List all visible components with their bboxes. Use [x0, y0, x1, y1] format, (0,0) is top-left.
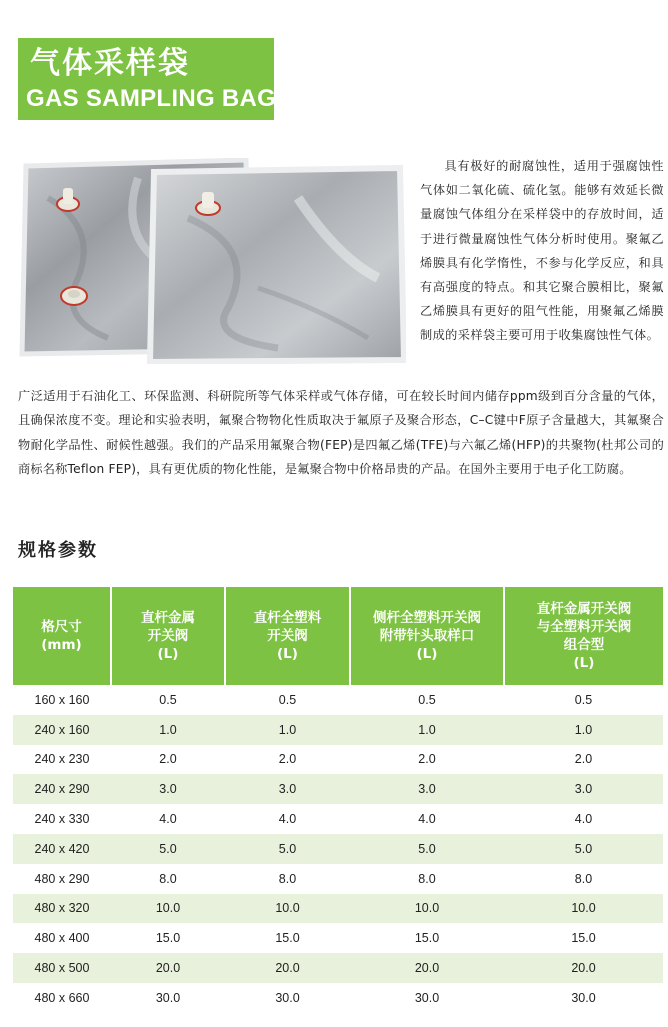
table-row [13, 894, 663, 924]
cell-volume: 30.0 [111, 983, 225, 1013]
cell-size: 160 x 160 [13, 685, 111, 715]
cell-volume: 30.0 [350, 983, 504, 1013]
cell-volume: 8.0 [225, 864, 350, 894]
cell-volume: 20.0 [111, 953, 225, 983]
spec-section-title: 规格参数 [18, 540, 98, 561]
cell-volume: 0.5 [225, 685, 350, 715]
cell-volume: 5.0 [225, 834, 350, 864]
cell-size: 240 x 420 [13, 834, 111, 864]
title-chinese: 气体采样袋 [30, 46, 190, 81]
cell-volume: 0.5 [504, 685, 663, 715]
header-side-plastic-valve-with-port: 侧杆全塑料开关阀 附带针头取样口 (L) [350, 587, 504, 685]
cell-size: 240 x 290 [13, 774, 111, 804]
table-row [13, 715, 663, 745]
cell-volume: 2.0 [350, 745, 504, 775]
cell-volume: 1.0 [350, 715, 504, 745]
cell-volume: 2.0 [225, 745, 350, 775]
cell-volume: 30.0 [225, 983, 350, 1013]
cell-volume: 10.0 [504, 894, 663, 924]
table-row [13, 804, 663, 834]
cell-volume: 8.0 [350, 864, 504, 894]
table-row [13, 745, 663, 775]
description-paragraph: 广泛适用于石油化工、环保监测、科研院所等气体采样或气体存储，可在较长时间内储存ppm级到百分含量的气体，且确保浓度不变。理论和实验表明，氟聚合物物化性质取决于氟原子及聚合形态，C–C键中F原子含量越大，其氟聚合物耐化学品性、耐候性越强。我们的产品采用氟聚合物(FEP)是四氟乙烯(TFE)与六氟乙烯(HFP)的共聚物(杜邦公司的商标名称Teflon FEP)，具有更优质的物化性能，是氟聚合物中价格昂贵的产品。在国外主要用于电子化工防腐。 [18, 389, 664, 477]
header-size: 格尺寸 (mm) [13, 587, 111, 685]
cell-size: 240 x 230 [13, 745, 111, 775]
cell-volume: 1.0 [225, 715, 350, 745]
cell-volume: 5.0 [504, 834, 663, 864]
table-row [13, 864, 663, 894]
cell-volume: 3.0 [111, 774, 225, 804]
title-banner [18, 38, 277, 120]
spec-table-body [13, 685, 663, 1013]
spec-table [13, 587, 663, 1013]
cell-volume: 4.0 [350, 804, 504, 834]
gas-sampling-bag-photo [18, 158, 406, 364]
intro-paragraph: 具有极好的耐腐蚀性，适用于强腐蚀性气体如二氧化硫、硫化氢。能够有效延长微量腐蚀气体组分在采样袋中的存放时间，适于进行微量腐蚀性气体分析时使用。聚氟乙烯膜具有化学惰性，不参与化学反应，和具有高强度的特点。和其它聚合膜相比，聚氟乙烯膜具有更好的阻气性能，用聚氟乙烯膜制成的采样袋主要可用于收集腐蚀性气体。 [420, 159, 664, 343]
cell-volume: 20.0 [225, 953, 350, 983]
header-straight-metal-valve: 直杆金属 开关阀 (L) [111, 587, 225, 685]
cell-size: 240 x 160 [13, 715, 111, 745]
cell-volume: 3.0 [504, 774, 663, 804]
cell-volume: 15.0 [111, 923, 225, 953]
cell-volume: 10.0 [111, 894, 225, 924]
cell-size: 240 x 330 [13, 804, 111, 834]
cell-volume: 30.0 [504, 983, 663, 1013]
cell-size: 480 x 400 [13, 923, 111, 953]
header-combined-valve: 直杆金属开关阀 与全塑料开关阀 组合型 (L) [504, 587, 663, 685]
cell-volume: 20.0 [350, 953, 504, 983]
table-row [13, 834, 663, 864]
cell-size: 480 x 320 [13, 894, 111, 924]
cell-volume: 15.0 [504, 923, 663, 953]
cell-volume: 20.0 [504, 953, 663, 983]
cell-volume: 15.0 [350, 923, 504, 953]
cell-volume: 1.0 [504, 715, 663, 745]
cell-volume: 4.0 [225, 804, 350, 834]
cell-volume: 1.0 [111, 715, 225, 745]
bag-front [150, 168, 404, 362]
cell-volume: 4.0 [111, 804, 225, 834]
cell-volume: 15.0 [225, 923, 350, 953]
cell-volume: 8.0 [111, 864, 225, 894]
table-row [13, 685, 663, 715]
table-row [13, 953, 663, 983]
cell-volume: 8.0 [504, 864, 663, 894]
cell-volume: 4.0 [504, 804, 663, 834]
title-english: GAS SAMPLING BAG [26, 85, 277, 112]
cell-volume: 5.0 [111, 834, 225, 864]
cell-volume: 10.0 [350, 894, 504, 924]
cell-volume: 2.0 [111, 745, 225, 775]
valve-bottom-left-icon [61, 287, 87, 305]
cell-size: 480 x 500 [13, 953, 111, 983]
header-straight-plastic-valve: 直杆全塑料 开关阀 (L) [225, 587, 350, 685]
cell-volume: 10.0 [225, 894, 350, 924]
spec-table-header [13, 587, 663, 685]
cell-size: 480 x 290 [13, 864, 111, 894]
cell-volume: 5.0 [350, 834, 504, 864]
table-row [13, 983, 663, 1013]
cell-volume: 0.5 [111, 685, 225, 715]
cell-volume: 0.5 [350, 685, 504, 715]
cell-volume: 2.0 [504, 745, 663, 775]
table-row [13, 774, 663, 804]
cell-volume: 3.0 [350, 774, 504, 804]
table-row [13, 923, 663, 953]
cell-volume: 3.0 [225, 774, 350, 804]
cell-size: 480 x 660 [13, 983, 111, 1013]
